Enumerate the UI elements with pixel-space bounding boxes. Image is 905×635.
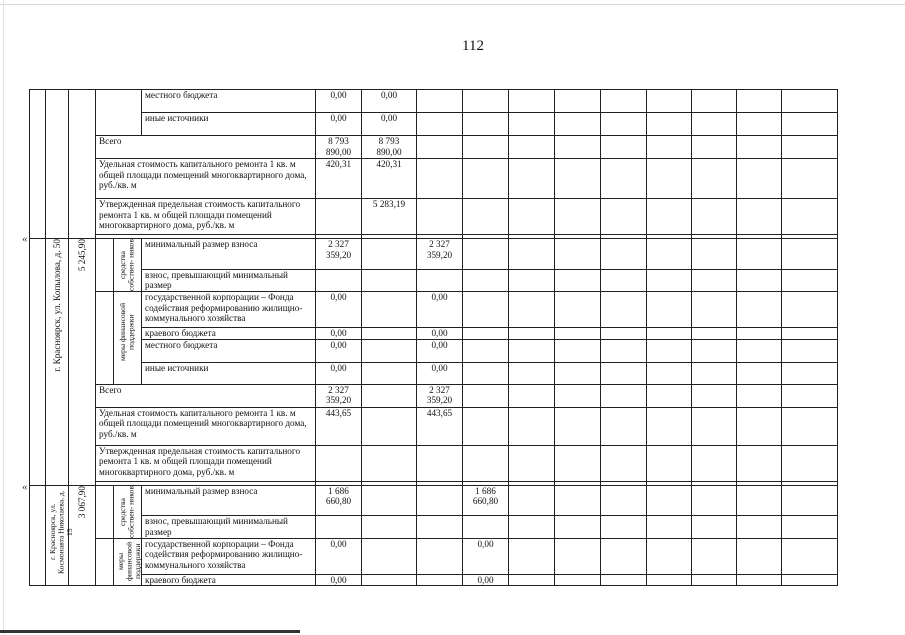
table-row (30, 269, 838, 291)
row-label: Всего (96, 136, 316, 159)
value-cell: 0,00 (463, 574, 509, 586)
group-support-label: меры финансовой поддержки (114, 538, 142, 586)
value-cell: 0,00 (362, 113, 417, 136)
row-label: взнос, превышающий минимальный размер (142, 269, 316, 291)
table-row (30, 538, 838, 574)
row-label: минимальный размер взноса (142, 485, 316, 516)
table-row (30, 339, 838, 362)
table-row (30, 199, 838, 235)
row-label: Утвержденная предельная стоимость капитального ремонта 1 кв. м общей площади помещений многоквартирного дома, руб./кв. м (96, 199, 316, 235)
value-cell: 443,65 (417, 407, 463, 445)
value-cell: 2 327 359,20 (316, 384, 362, 407)
value-cell: 420,31 (316, 159, 362, 199)
address-cell: г. Красноярск, ул. Космонавта Николаева, д. 15 (46, 485, 69, 586)
row-label: местного бюджета (142, 339, 316, 362)
value-cell: 1 686 660,80 (463, 485, 509, 516)
quote-mark-b: « (22, 233, 28, 245)
row-label: Удельная стоимость капитального ремонта 1 кв. м общей площади помещений многоквартирного дома, руб./кв. м (96, 159, 316, 199)
page-number: 112 (462, 38, 484, 54)
row-label: взнос, превышающий минимальный размер (142, 516, 316, 538)
table-row (30, 485, 838, 516)
value-cell: 0,00 (316, 90, 362, 113)
value-cell: 0,00 (316, 328, 362, 340)
value-cell: 0,00 (417, 339, 463, 362)
table-row (30, 239, 838, 270)
row-label: краевого бюджета (142, 328, 316, 340)
value-cell: 8 793 890,00 (316, 136, 362, 159)
value-cell: 5 283,19 (362, 199, 417, 235)
row-label: государственной корпорации – Фонда содействия реформированию жилищно-коммунального хозяйства (142, 292, 316, 328)
table-row (30, 445, 838, 481)
table-row (30, 292, 838, 328)
table-row (30, 159, 838, 199)
value-cell: 0,00 (316, 339, 362, 362)
value-cell: 2 327 359,20 (316, 239, 362, 270)
area-cell: 3 067,90 (69, 485, 96, 586)
value-cell: 8 793 890,00 (362, 136, 417, 159)
address-cell: г. Красноярск, ул. Копылова, д. 50 (46, 239, 69, 486)
group-owners-label: средства собствен- ников (114, 239, 142, 292)
quote-mark-c: « (22, 481, 28, 493)
value-cell: 443,65 (316, 407, 362, 445)
value-cell: 0,00 (463, 538, 509, 574)
scan-edge-bottom (0, 630, 300, 633)
value-cell: 2 327 359,20 (417, 239, 463, 270)
value-cell: 0,00 (316, 292, 362, 328)
table-row (30, 516, 838, 538)
area-cell: 5 245,90 (69, 239, 96, 486)
table-row (30, 362, 838, 384)
scan-edge-left (3, 0, 4, 635)
value-cell: 2 327 359,20 (417, 384, 463, 407)
row-label: Всего (96, 384, 316, 407)
scan-edge-top (0, 4, 905, 5)
row-label: минимальный размер взноса (142, 239, 316, 270)
value-cell: 0,00 (316, 362, 362, 384)
value-cell: 420,31 (362, 159, 417, 199)
value-cell: 1 686 660,80 (316, 485, 362, 516)
row-label: иные источники (142, 113, 316, 136)
value-cell: 0,00 (417, 292, 463, 328)
row-label: иные источники (142, 362, 316, 384)
value-cell: 0,00 (316, 574, 362, 586)
table-row (30, 574, 838, 586)
table-row (30, 407, 838, 445)
group-owners-label: средства собствен- ников (114, 485, 142, 538)
value-cell: 0,00 (417, 328, 463, 340)
table-row (30, 384, 838, 407)
value-cell: 0,00 (362, 90, 417, 113)
row-label: государственной корпорации – Фонда содействия реформированию жилищно-коммунального хозяйства (142, 538, 316, 574)
table-row (30, 136, 838, 159)
value-cell: 0,00 (316, 538, 362, 574)
row-label: Удельная стоимость капитального ремонта 1 кв. м общей площади помещений многоквартирного дома, руб./кв. м (96, 407, 316, 445)
value-cell: 0,00 (316, 113, 362, 136)
value-cell: 0,00 (417, 362, 463, 384)
financing-table (29, 89, 838, 586)
table-row (30, 328, 838, 340)
table-row (30, 113, 838, 136)
group-support-label: меры финансовой поддержки (114, 292, 142, 385)
row-label: Утвержденная предельная стоимость капитального ремонта 1 кв. м общей площади помещений многоквартирного дома, руб./кв. м (96, 445, 316, 481)
table-row (30, 90, 838, 113)
row-label: краевого бюджета (142, 574, 316, 586)
row-label: местного бюджета (142, 90, 316, 113)
